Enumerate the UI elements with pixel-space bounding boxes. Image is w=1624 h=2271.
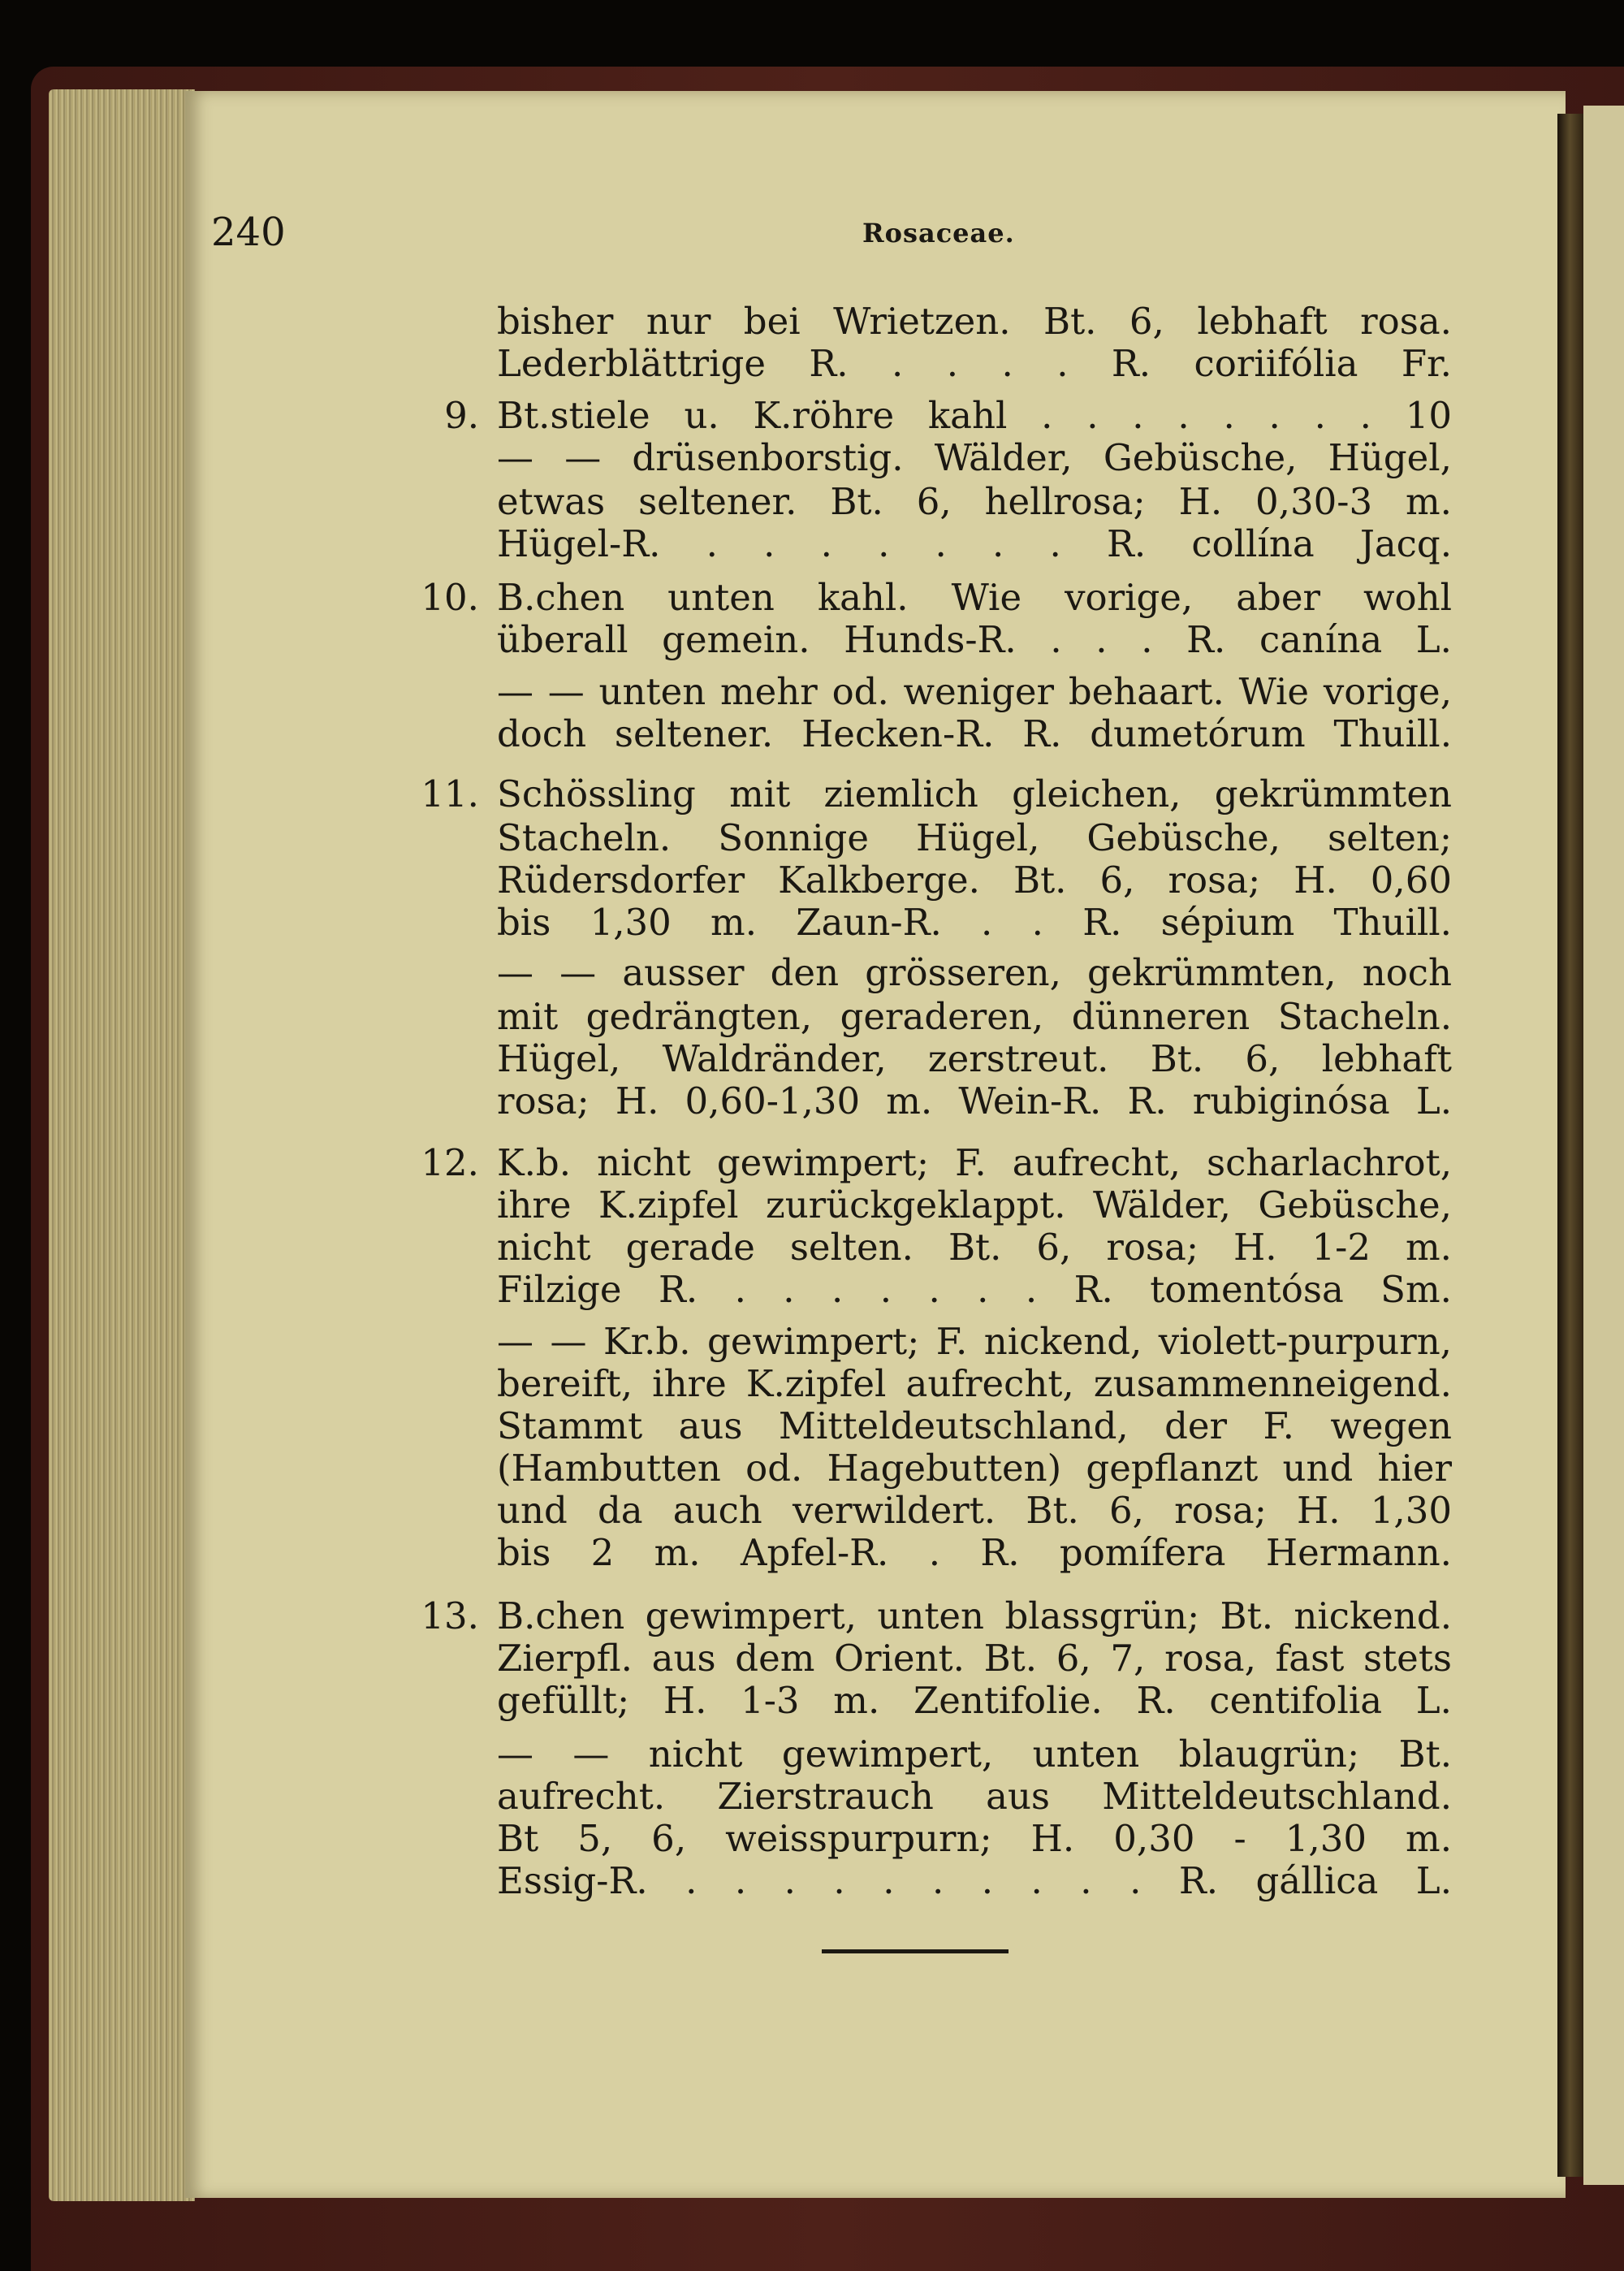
entry-number: 12.	[421, 1141, 479, 1184]
text-line: — — Kr.b. gewimpert; F. nickend, violett-purpurn,	[497, 1320, 1452, 1363]
entry-number: 13.	[421, 1594, 479, 1637]
text-line: Hügel, Waldränder, zerstreut. Bt. 6, lebhaft	[497, 1037, 1452, 1080]
text-line: Lederblättrige R. . . . . R. coriifólia Fr.	[497, 342, 1452, 385]
text-line: B.chen gewimpert, unten blassgrün; Bt. nickend.	[497, 1594, 1452, 1637]
text-line: K.b. nicht gewimpert; F. aufrecht, scharlachrot,	[497, 1141, 1452, 1184]
text-line: bisher nur bei Wrietzen. Bt. 6, lebhaft rosa.	[497, 300, 1452, 343]
text-line: Hügel-R. . . . . . . . R. collína Jacq.	[497, 522, 1452, 565]
next-page-edge	[1583, 106, 1624, 2185]
text-line: Rüdersdorfer Kalkberge. Bt. 6, rosa; H. 0,60	[497, 859, 1452, 902]
text-line: und da auch verwildert. Bt. 6, rosa; H. 1,30	[497, 1489, 1452, 1532]
text-line: Schössling mit ziemlich gleichen, gekrümmten	[497, 772, 1452, 815]
text-line: — — unten mehr od. weniger behaart. Wie vorige,	[497, 670, 1452, 713]
text-line: Bt 5, 6, weisspurpurn; H. 0,30 - 1,30 m.	[497, 1817, 1452, 1860]
book-gutter	[1557, 114, 1585, 2177]
entry-number: 11.	[421, 772, 479, 815]
text-line: Filzige R. . . . . . . . R. tomentósa Sm.	[497, 1268, 1452, 1311]
entry-number: 9.	[444, 394, 479, 437]
text-line: überall gemein. Hunds-R. . . . R. canína L.	[497, 618, 1452, 661]
text-line: Essig-R. . . . . . . . . . . R. gállica L.	[497, 1859, 1452, 1902]
text-line: mit gedrängten, geraderen, dünneren Stacheln.	[497, 995, 1452, 1038]
page-edges	[49, 89, 195, 2201]
text-line: doch seltener. Hecken-R. R. dumetórum Thuill.	[497, 712, 1452, 755]
page-header	[0, 210, 1624, 266]
text-line: — — drüsenborstig. Wälder, Gebüsche, Hügel,	[497, 436, 1452, 479]
text-line: — — ausser den grösseren, gekrümmten, noch	[497, 951, 1452, 994]
section-end-rule	[822, 1949, 1009, 1953]
page-number: 240	[211, 210, 286, 255]
text-line: Stacheln. Sonnige Hügel, Gebüsche, selten;	[497, 816, 1452, 859]
text-line: ihre K.zipfel zurückgeklappt. Wälder, Gebüsche,	[497, 1183, 1452, 1226]
text-line: rosa; H. 0,60-1,30 m. Wein-R. R. rubiginósa L.	[497, 1079, 1452, 1123]
text-line: (Hambutten od. Hagebutten) gepflanzt und hier	[497, 1447, 1452, 1490]
text-line: bis 2 m. Apfel-R. . R. pomífera Hermann.	[497, 1531, 1452, 1574]
text-line: Stammt aus Mitteldeutschland, der F. wegen	[497, 1404, 1452, 1447]
text-line: B.chen unten kahl. Wie vorige, aber wohl	[497, 576, 1452, 619]
text-line: Zierpfl. aus dem Orient. Bt. 6, 7, rosa, fast stets	[497, 1637, 1452, 1680]
text-line: Bt.stiele u. K.röhre kahl . . . . . . . . 10	[497, 394, 1452, 437]
text-line: bis 1,30 m. Zaun-R. . . R. sépium Thuill.	[497, 901, 1452, 944]
text-line: gefüllt; H. 1-3 m. Zentifolie. R. centifolia L.	[497, 1679, 1452, 1722]
text-line: aufrecht. Zierstrauch aus Mitteldeutschland.	[497, 1775, 1452, 1818]
text-line: etwas seltener. Bt. 6, hellrosa; H. 0,30-3 m.	[497, 480, 1452, 523]
text-line: nicht gerade selten. Bt. 6, rosa; H. 1-2 m.	[497, 1226, 1452, 1269]
running-title: Rosaceae.	[862, 218, 1015, 249]
entry-number: 10.	[421, 576, 479, 619]
text-line: — — nicht gewimpert, unten blaugrün; Bt.	[497, 1732, 1452, 1776]
text-line: bereift, ihre K.zipfel aufrecht, zusammenneigend.	[497, 1362, 1452, 1405]
